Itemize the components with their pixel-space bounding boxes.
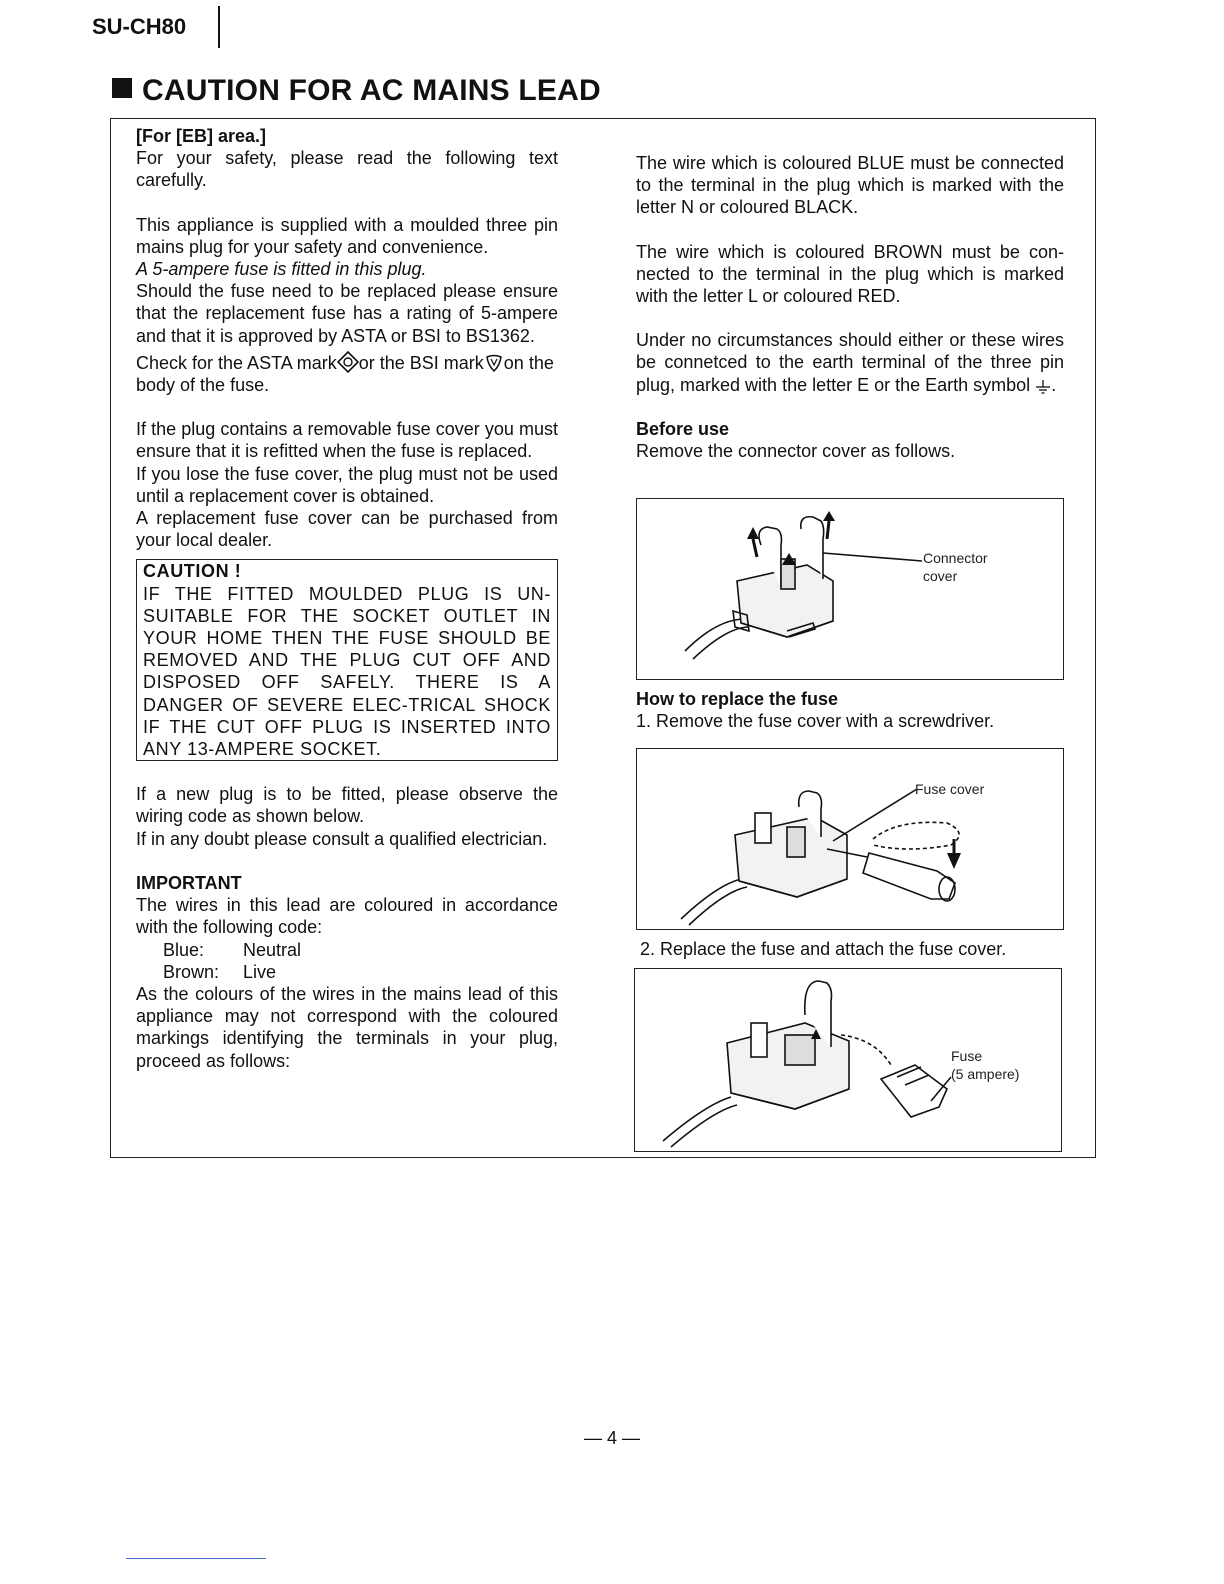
model-number: SU-CH80 [92,14,187,39]
proceed-paragraph: As the colours of the wires in the mains lead of this appliance may not correspond with the coloured markings identifying the terminals in your plug, proceed as follows: [136,983,558,1071]
replace-section [636,688,1064,732]
check-text-b: or the BSI mark [358,352,484,373]
connector-label-line1: Connector [923,550,988,566]
connector-label [923,549,988,585]
electrician-paragraph: If in any doubt please consult a qualified electrician. [136,828,548,849]
caution-title: CAUTION ! [143,561,242,582]
earth-symbol-icon [1035,379,1051,395]
bsi-kitemark-icon [484,353,504,373]
before-use-heading: Before use [636,418,730,439]
fuse-label-line1: Fuse [951,1048,983,1064]
important-heading: IMPORTANT [136,872,242,893]
asta-mark-icon [337,351,359,373]
right-column [636,152,1064,462]
cover-paragraph-1: If the plug contains a removable fuse cover you must ensure that it is refitted when the fuse is replaced. [136,419,558,462]
left-column [136,125,558,1072]
plug-illustration-2 [637,749,1063,929]
code-brown-value: Live [243,961,277,982]
code-brown-key: Brown: [163,961,220,982]
area-heading: [For [EB] area.] [136,126,267,146]
caution-text: IF THE FITTED MOULDED PLUG IS UN-SUITABLE FOR THE SOCKET OUTLET IN YOUR HOME THEN THE FUSE SHOULD BE REMOVED AND THE PLUG CUT OFF AND DISPOSED OFF SAFELY. THERE IS A DANGER OF SEVERE ELEC-TRICAL SHOCK IF THE CUT OFF PLUG IS INSERTED INTO ANY 13-AMPERE SOCKET. [143,583,551,760]
fuse-paragraph-3: Should the fuse need to be replaced please ensure that the replacement fuse has a rating of 5-ampere and that it is approved by ASTA or BSI to BS1362. [136,281,558,346]
figure-connector-cover [636,498,1064,680]
fuse-paragraph-2: A 5-ampere fuse is fitted in this plug. [136,259,427,280]
fuse-cover-label: Fuse cover [915,781,985,797]
header-divider [218,6,220,48]
new-plug-paragraph: If a new plug is to be fitted, please observe the wiring code as shown below. [136,784,558,827]
before-use-text: Remove the connector cover as follows. [636,441,956,462]
fuse-label [951,1047,1019,1083]
earth-paragraph [636,329,1064,396]
important-text: The wires in this lead are coloured in accordance with the following code: [136,895,558,938]
check-text-a: Check for the ASTA mark [136,352,337,373]
page-title [112,74,601,108]
replace-step-1: 1. Remove the fuse cover with a screwdriver. [636,711,995,732]
replace-heading: How to replace the fuse [636,689,839,709]
brown-wire-paragraph: The wire which is coloured BROWN must be con-nected to the terminal in the plug which is marked with the letter L or coloured RED. [636,241,1064,307]
check-mark-paragraph [136,351,558,396]
earth-text: Under no circumstances should either or these wires be connetced to the earth terminal of the three pin plug, marked with the letter E or the Earth symbol [636,330,1064,395]
plug-illustration-1 [637,499,1063,679]
code-brown [136,961,558,983]
page-title-text: CAUTION FOR AC MAINS LEAD [142,74,601,107]
code-blue [136,939,558,961]
intro-text: For your safety, please read the following text carefully. [136,148,558,191]
cover-paragraph-3: A replacement fuse cover can be purchased from your local dealer. [136,508,558,551]
replace-step-2: 2. Replace the fuse and attach the fuse cover. [640,939,1007,959]
check-text-c: on the body of the fuse. [136,352,554,396]
step-2-section [640,938,1068,960]
bottom-rule [126,1558,266,1559]
fuse-paragraph-1: This appliance is supplied with a moulded three pin mains plug for your safety and convenience. [136,214,558,257]
fuse-label-line2: (5 ampere) [951,1066,1020,1082]
caution-box [136,559,558,761]
blue-wire-paragraph: The wire which is coloured BLUE must be connected to the terminal in the plug which is marked with the letter N or coloured BLACK. [636,153,1064,218]
code-blue-value: Neutral [243,939,302,960]
earth-text-end: . [1051,374,1057,395]
code-blue-key: Blue: [163,939,205,960]
connector-label-line2: cover [923,568,958,584]
page-number: — 4 — [583,1428,640,1448]
bullet-square-icon [112,78,132,98]
figure-replace-fuse [634,968,1062,1152]
figure-fuse-cover [636,748,1064,930]
cover-paragraph-2: If you lose the fuse cover, the plug must not be used until a replacement cover is obtained. [136,463,558,506]
